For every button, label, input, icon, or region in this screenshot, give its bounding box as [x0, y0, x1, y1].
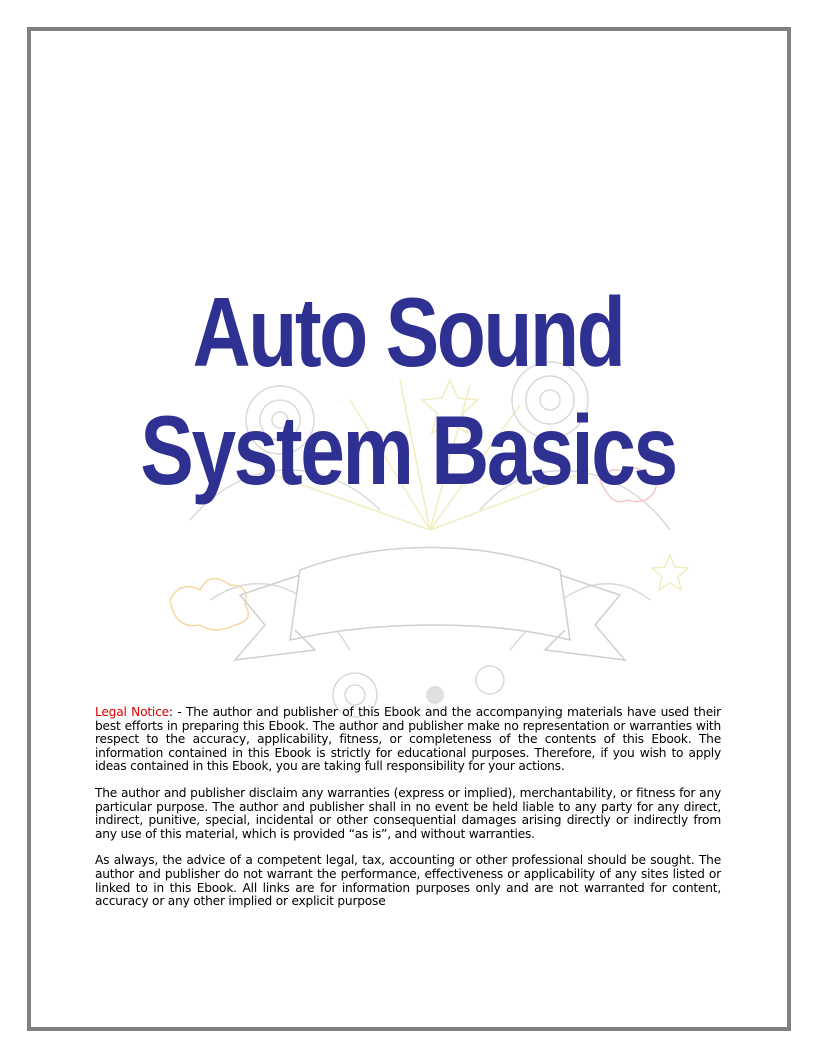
legal-notice: [95, 706, 721, 922]
legal-paragraph-1: [95, 706, 721, 774]
document-title-line-2: System Basics: [140, 395, 676, 505]
legal-paragraph-2: The author and publisher disclaim any warranties (express or implied), merchantability, or fitness for any particular purpose. The author and publisher shall in no event be held liable to any party for any direct, indirect, punitive, special, incidental or other consequential damages arising directly or indirectly from any use of this material, which is provided “as is”, and without warranties.: [95, 785, 721, 841]
legal-paragraph-1-text: : - The author and publisher of this Ebook and the accompanying materials have used their best efforts in preparing this Ebook. The author and publisher make no representation or warranties with respect to the accuracy, applicability, fitness, or completeness of the contents of this Ebook. The information contained in this Ebook is strictly for educational purposes. Therefore, if you wish to apply ideas contained in this Ebook, you are taking full responsibility for your actions.: [95, 705, 721, 774]
legal-notice-label: Legal Notice: [95, 705, 169, 719]
document-title-line-1: Auto Sound: [192, 277, 624, 387]
legal-paragraph-3: As always, the advice of a competent legal, tax, accounting or other professional should be sought. The author and publisher do not warrant the performance, effectiveness or applicability of any sites listed or linked to in this Ebook. All links are for information purposes only and are not warranted for content, accuracy or any other implied or explicit purpose: [95, 853, 721, 909]
